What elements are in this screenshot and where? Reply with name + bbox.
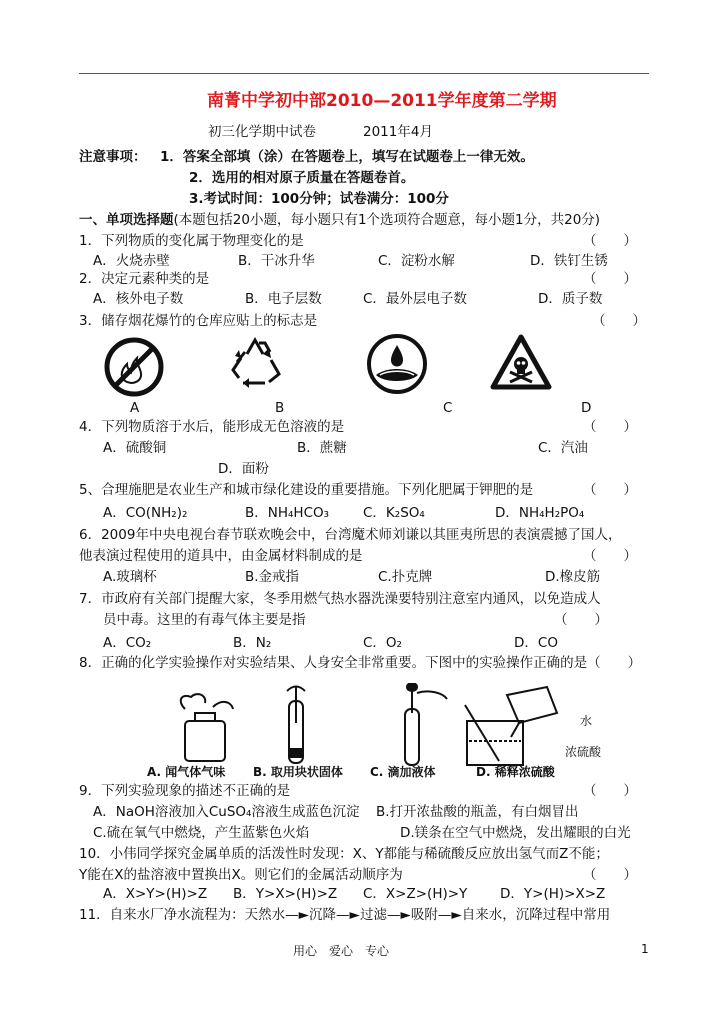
- question-2-option-b: B．电子层数: [245, 291, 322, 307]
- question-9-answer-paren: （ ）: [583, 783, 637, 799]
- question-3-answer-paren: （ ）: [592, 313, 646, 329]
- toxic-sign-icon: [490, 334, 552, 392]
- question-1-stem: 1．下列物质的变化属于物理变化的是: [79, 233, 304, 249]
- question-10-stem-line-1: 10．小伟同学探究金属单质的活泼性时发现：X、Y都能与稀硫酸反应放出氢气而Z不能；: [79, 846, 609, 862]
- question-5-option-b: B．NH₄HCO₃: [245, 505, 330, 521]
- question-7-option-c: C．O₂: [363, 635, 402, 651]
- question-7-stem-line-2: 员中毒。这里的有毒气体主要是指: [103, 612, 306, 628]
- exam-date: 2011年4月: [363, 124, 433, 140]
- question-6-option-d: D.橡皮筋: [545, 569, 601, 585]
- diluting-acid-illustration: [465, 687, 557, 765]
- question-1-answer-paren: （ ）: [583, 233, 637, 249]
- question-4-option-d: D．面粉: [218, 461, 269, 477]
- section-description: (本题包括20小题，每小题只有1个选项符合题意，每小题1分，共20分): [173, 212, 601, 228]
- question-2-option-a: A．核外电子数: [93, 291, 184, 307]
- question-3-label-c: C: [443, 400, 453, 416]
- caption-c: C. 滴加液体: [370, 765, 436, 779]
- label-concentrated-acid: 浓硫酸: [565, 745, 602, 759]
- question-3-label-d: D: [581, 400, 592, 416]
- note-item-1: 1．答案全部填（涂）在答题卷上，填写在试题卷上一律无效。: [160, 149, 534, 165]
- question-9-stem: 9．下列实验现象的描述不正确的是: [79, 783, 291, 799]
- question-4-option-a: A．硫酸铜: [103, 440, 167, 456]
- question-1-option-d: D．铁钉生锈: [530, 253, 608, 269]
- question-6-stem-line-2: 他表演过程使用的道具中，由金属材料制成的是: [79, 548, 363, 564]
- question-10-option-d: D．Y>(H)>X>Z: [500, 886, 606, 902]
- question-5-option-c: C．K₂SO₄: [363, 505, 425, 521]
- question-5-option-d: D．NH₄H₂PO₄: [495, 505, 585, 521]
- question-5-stem: 5、合理施肥是农业生产和城市绿化建设的重要措施。下列化肥属于钾肥的是: [79, 482, 534, 498]
- exam-title: 南菁中学初中部2010—2011学年度第二学期: [207, 91, 557, 111]
- header-rule: [79, 73, 649, 74]
- question-7-answer-paren: （ ）: [554, 612, 608, 628]
- question-3-label-b: B: [275, 400, 285, 416]
- exam-subtitle: 初三化学期中试卷: [208, 124, 316, 140]
- question-6-answer-paren: （ ）: [583, 548, 637, 564]
- question-9-option-b: B.打开浓盐酸的瓶盖，有白烟冒出: [376, 804, 579, 820]
- question-4-stem: 4．下列物质溶于水后，能形成无色溶液的是: [79, 419, 345, 435]
- caption-b: B. 取用块状固体: [253, 765, 343, 779]
- question-11-stem: 11．自来水厂净水流程为：天然水—►沉降—►过滤—►吸附—►自来水，沉降过程中常用: [79, 907, 611, 923]
- question-4-answer-paren: （ ）: [583, 419, 637, 435]
- question-6-option-c: C.扑克牌: [378, 569, 433, 585]
- section-heading: 一、单项选择题: [79, 212, 174, 228]
- question-10-answer-paren: （ ）: [583, 867, 637, 883]
- question-7-stem-line-1: 7．市政府有关部门提醒大家，冬季用燃气热水器洗澡要特别注意室内通风，以免造成人: [79, 591, 601, 607]
- question-5-option-a: A．CO(NH₂)₂: [103, 505, 188, 521]
- question-7-option-a: A．CO₂: [103, 635, 152, 651]
- no-fire-sign-icon: [103, 336, 165, 398]
- question-1-option-b: B．干冰升华: [238, 253, 315, 269]
- question-10-option-b: B．Y>X>(H)>Z: [233, 886, 338, 902]
- question-10-stem-line-2: Y能在X的盐溶液中置换出X。则它们的金属活动顺序为: [79, 867, 403, 883]
- note-item-2: 2．选用的相对原子质量在答题卷首。: [189, 170, 415, 186]
- question-10-option-a: A．X>Y>(H)>Z: [103, 886, 208, 902]
- question-3-stem: 3．储存烟花爆竹的仓库应贴上的标志是: [79, 313, 318, 329]
- caption-a: A. 闻气体气味: [147, 765, 226, 779]
- question-6-stem-line-1: 6．2009年中央电视台春节联欢晚会中，台湾魔术师刘谦以其匪夷所思的表演震撼了国人，: [79, 527, 622, 543]
- question-9-option-a: A．NaOH溶液加入CuSO₄溶液生成蓝色沉淀: [93, 804, 360, 820]
- question-1-option-c: C．淀粉水解: [378, 253, 455, 269]
- question-6-option-a: A.玻璃杯: [103, 569, 157, 585]
- question-2-option-c: C．最外层电子数: [363, 291, 467, 307]
- question-9-option-c: C.硫在氧气中燃烧，产生蓝紫色火焰: [93, 825, 310, 841]
- question-2-stem: 2．决定元素种类的是: [79, 271, 210, 287]
- question-2-option-d: D．质子数: [538, 291, 603, 307]
- label-water: 水: [580, 714, 593, 728]
- dropping-liquid-illustration: [405, 683, 447, 765]
- footer-motto: 用心 爱心 专心: [293, 944, 390, 958]
- question-3-label-a: A: [130, 400, 140, 416]
- question-1-option-a: A．火烧赤壁: [93, 253, 170, 269]
- smelling-gas-illustration: [181, 694, 233, 761]
- note-item-3: 3.考试时间：100分钟；试卷满分：100分: [189, 191, 449, 207]
- question-5-answer-paren: （ ）: [583, 482, 637, 498]
- question-2-answer-paren: （ ）: [583, 271, 637, 287]
- notes-label: 注意事项：: [79, 149, 147, 165]
- question-6-option-b: B.金戒指: [245, 569, 300, 585]
- question-7-option-b: B．N₂: [233, 635, 272, 651]
- block-solid-illustration: [287, 687, 305, 764]
- question-4-option-b: B．蔗糖: [297, 440, 347, 456]
- question-7-option-d: D．CO: [514, 635, 558, 651]
- question-4-option-c: C．汽油: [538, 440, 588, 456]
- page-number: 1: [641, 942, 649, 956]
- corrosive-sign-icon: [364, 333, 430, 395]
- question-8-stem: 8．正确的化学实验操作对实验结果、人身安全非常重要。下图中的实验操作正确的是（ ）: [79, 655, 642, 671]
- caption-d: D. 稀释浓硫酸: [476, 765, 555, 779]
- question-9-option-d: D.镁条在空气中燃烧，发出耀眼的白光: [400, 825, 631, 841]
- question-10-option-c: C．X>Z>(H)>Y: [363, 886, 468, 902]
- recycle-sign-icon: [225, 334, 287, 392]
